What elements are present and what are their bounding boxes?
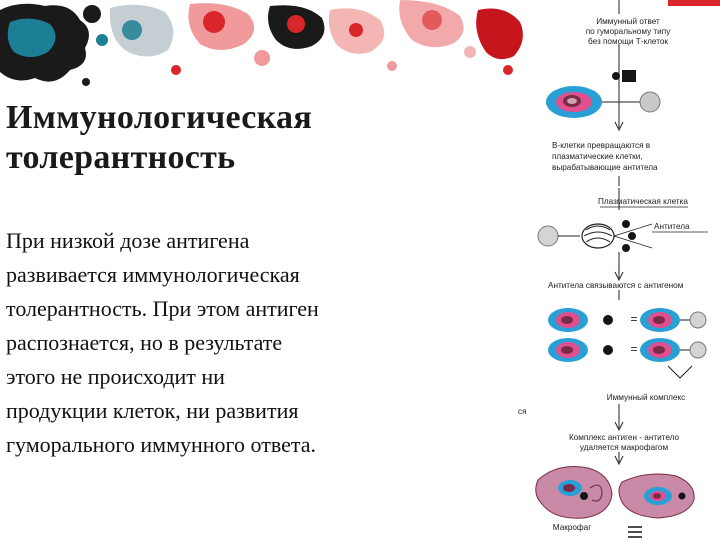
body-line: этого не происходит ни (6, 364, 225, 389)
body-line: гуморального иммунного ответа. (6, 432, 317, 457)
diagram-heading-line: Иммунный ответ (596, 17, 660, 26)
b-cell (546, 86, 602, 118)
title-line: Иммунологическая (6, 99, 313, 136)
equals-sign: = (630, 342, 638, 356)
body-line: толерантность. При этом антиген (6, 296, 319, 321)
removal-line: удаляется макрофагом (579, 443, 669, 452)
antibody-label: Антитела (654, 222, 690, 231)
removal-line: Комплекс антиген - антитело (568, 433, 680, 442)
step1-line: В-клетки превращаются в (552, 141, 651, 150)
paint-splash-banner (0, 0, 530, 95)
immune-complex-label: Иммунный комплекс (606, 393, 686, 402)
body-line: При низкой дозе антигена (6, 228, 250, 253)
step1-line: плазматические клетки, (552, 152, 643, 161)
binding-label: Антитела связываются с антигеном (548, 281, 684, 290)
equals-sign: = (630, 312, 638, 326)
diagram-heading-line: по гуморальному типу (585, 27, 671, 36)
body-line: развивается иммунологическая (6, 262, 300, 287)
step1-line: вырабатывающие антитела (552, 163, 658, 172)
antigen-cell (640, 92, 660, 112)
ground-symbol-icon (628, 527, 642, 537)
red-accent-bar (668, 0, 720, 6)
antigen-dot (612, 72, 620, 80)
body-paragraph (6, 224, 426, 462)
plasma-cell-label: Плазматическая клетка (598, 197, 688, 206)
receptor-mark (622, 70, 636, 82)
body-line: распознается, но в результате (6, 330, 283, 355)
side-mark: ся (518, 407, 527, 416)
antigen-cell (538, 226, 558, 246)
binding-row (548, 308, 706, 332)
body-line: продукции клеток, ни развития (6, 398, 299, 423)
antibody-molecules (614, 220, 652, 252)
macrophage (536, 467, 612, 519)
macrophage-label: Макрофаг (552, 523, 592, 532)
diagram-heading-line: без помощи Т-клеток (587, 37, 669, 46)
bracket-icon (668, 366, 692, 378)
macrophage (619, 474, 694, 518)
binding-row (548, 338, 706, 362)
title-line: толерантность (6, 139, 236, 176)
slide-title (6, 98, 426, 178)
humoral-response-diagram (518, 0, 720, 540)
plasma-cell (582, 224, 614, 248)
